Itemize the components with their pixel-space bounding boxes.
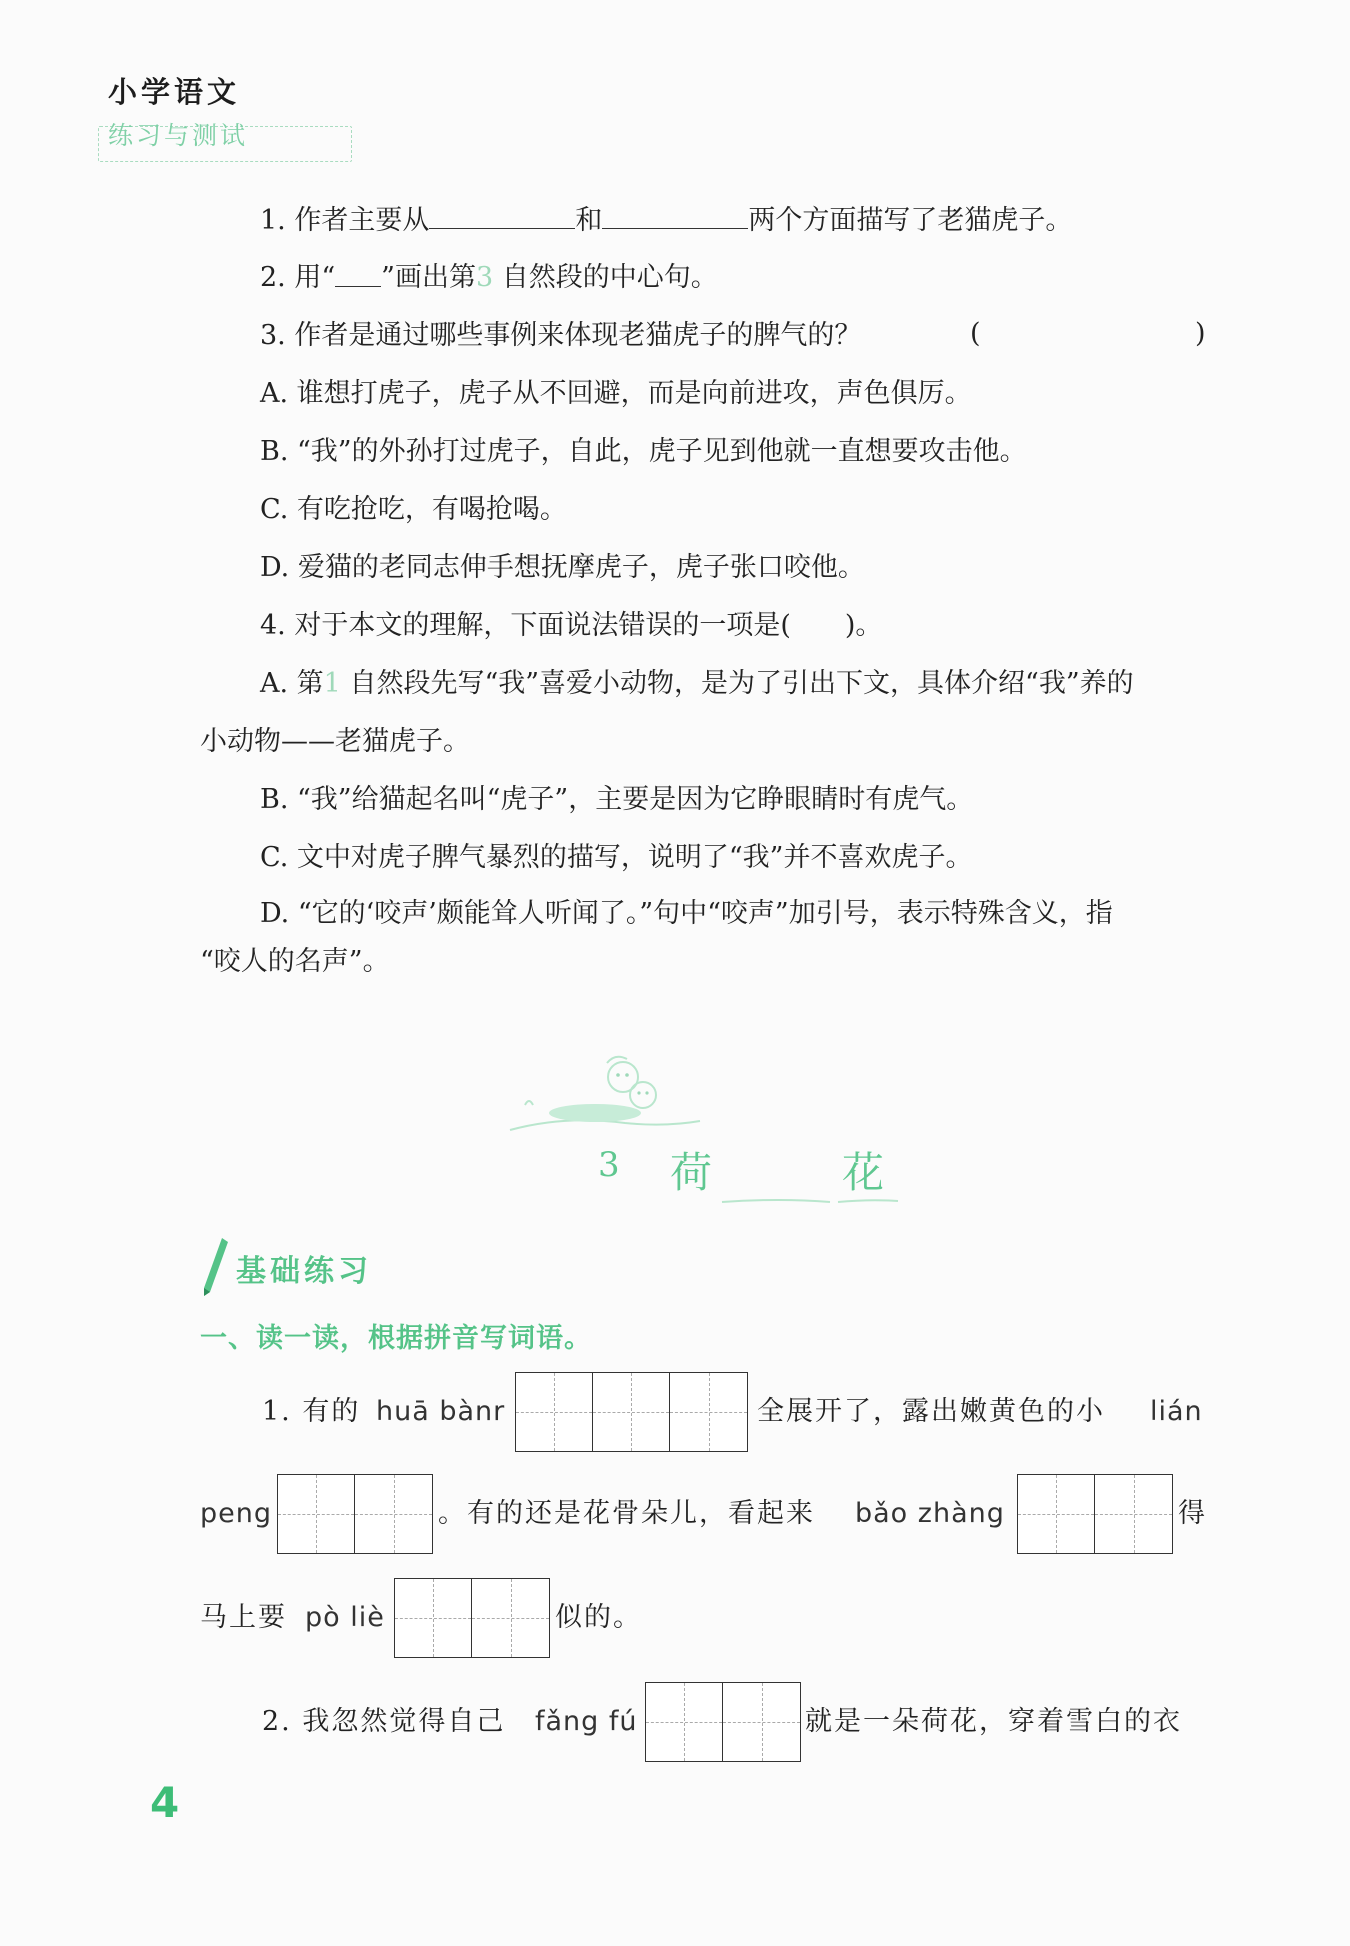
exercise-line-1-suffix: 全展开了，露出嫩黄色的小 xyxy=(757,1396,1105,1427)
pencil-icon xyxy=(198,1236,232,1298)
pinyin-peng: peng xyxy=(200,1498,273,1529)
title-underline xyxy=(720,1196,900,1206)
q3-option-d: D. 爱猫的老同志伸手想抚摩虎子，虎子张口咬他。 xyxy=(260,552,865,583)
question-3: 3. 作者是通过哪些事例来体现老猫虎子的脾气的？ xyxy=(260,320,862,351)
exercise-line-1-prefix: 1. 有的 xyxy=(262,1396,361,1427)
exercise-line-3-suffix: 似的。 xyxy=(555,1602,642,1633)
grid-cell[interactable] xyxy=(1018,1475,1095,1553)
exercise-line-2-suffix: 得 xyxy=(1178,1498,1207,1529)
q4-option-a-prefix: A. 第 xyxy=(260,668,324,699)
answer-paren-open[interactable]: ( xyxy=(970,318,981,349)
q4-paragraph-number: 1 xyxy=(323,668,341,699)
q4-option-d: D. “它的‘咬声’颇能耸人听闻了。”句中“咬声”加引号，表示特殊含义，指 xyxy=(260,898,1113,929)
lesson-title: 荷 花 xyxy=(670,1148,929,1197)
question-2 xyxy=(260,258,718,298)
writing-grid-baozhang[interactable] xyxy=(1017,1474,1173,1554)
grid-cell[interactable] xyxy=(355,1475,432,1553)
page-number: 4 xyxy=(150,1778,180,1827)
pinyin-baozhang: bǎo zhàng xyxy=(855,1498,1005,1529)
underline-marker xyxy=(335,270,381,287)
paragraph-number: 3 xyxy=(475,262,494,293)
lesson-number: 3 xyxy=(598,1145,620,1185)
grid-cell[interactable] xyxy=(516,1373,593,1451)
grid-cell[interactable] xyxy=(278,1475,355,1553)
grid-cell[interactable] xyxy=(646,1683,723,1761)
question-2-suffix: 自然段的中心句。 xyxy=(501,262,718,293)
question-1-suffix: 两个方面描写了老猫虎子。 xyxy=(748,205,1073,236)
q3-option-c: C. 有吃抢吃，有喝抢喝。 xyxy=(260,494,567,525)
exercise-line-2-mid: 。有的还是花骨朵儿，看起来 xyxy=(438,1498,815,1529)
q3-option-a: A. 谁想打虎子，虎子从不回避，而是向前进攻，声色俱厉。 xyxy=(260,378,972,409)
basic-practice-title: 基础练习 xyxy=(236,1254,372,1289)
q4-option-c: C. 文中对虎子脾气暴烈的描写，说明了“我”并不喜欢虎子。 xyxy=(260,842,973,873)
q4-option-a-text: 自然段先写“我”喜爱小动物，是为了引出下文，具体介绍“我”养的 xyxy=(349,668,1134,699)
q4-option-b: B. “我”给猫起名叫“虎子”，主要是因为它睁眼睛时有虎气。 xyxy=(260,784,974,815)
writing-grid-fangfu[interactable] xyxy=(645,1682,801,1762)
answer-blank-1[interactable] xyxy=(429,200,575,229)
q4-option-a-cont: 小动物——老猫虎子。 xyxy=(200,726,470,757)
exercise-line-3-prefix: 马上要 xyxy=(200,1602,287,1633)
pinyin-fangfu: fǎng fú xyxy=(535,1706,638,1737)
answer-blank-2[interactable] xyxy=(602,200,748,229)
question-1-mid: 和 xyxy=(575,205,603,236)
grid-cell[interactable] xyxy=(593,1373,670,1451)
question-1-prefix: 1. 作者主要从 xyxy=(260,205,430,236)
grid-cell[interactable] xyxy=(1095,1475,1172,1553)
writing-grid-lianpeng[interactable] xyxy=(277,1474,433,1554)
q3-option-b: B. “我”的外孙打过虎子，自此，虎子见到他就一直想要攻击他。 xyxy=(260,436,1027,467)
book-subtitle: 练习与测试 xyxy=(108,121,249,150)
grid-cell[interactable] xyxy=(723,1683,800,1761)
pinyin-huaban: huā bànr xyxy=(376,1396,506,1427)
q4-option-a xyxy=(260,664,1134,704)
exercise-line-4-prefix: 2. 我忽然觉得自己 xyxy=(262,1706,506,1737)
writing-grid-polie[interactable] xyxy=(394,1578,550,1658)
pinyin-lian: lián xyxy=(1150,1396,1203,1427)
children-illustration xyxy=(505,1045,705,1135)
q4-option-d-cont: “咬人的名声”。 xyxy=(200,946,390,977)
exercise-heading: 一、读一读，根据拼音写词语。 xyxy=(200,1323,592,1354)
question-4: 4. 对于本文的理解，下面说法错误的一项是( )。 xyxy=(260,610,883,641)
grid-cell[interactable] xyxy=(472,1579,549,1657)
grid-cell[interactable] xyxy=(395,1579,472,1657)
writing-grid-huaban[interactable] xyxy=(515,1372,748,1452)
question-2-mid: ”画出第 xyxy=(381,262,476,293)
answer-paren-close[interactable]: ) xyxy=(1195,318,1206,349)
question-1 xyxy=(260,200,1072,241)
pinyin-polie: pò liè xyxy=(305,1602,385,1633)
exercise-line-4-suffix: 就是一朵荷花，穿着雪白的衣 xyxy=(805,1706,1182,1737)
book-title: 小学语文 xyxy=(108,75,241,109)
grid-cell[interactable] xyxy=(670,1373,747,1451)
question-2-prefix: 2. 用“ xyxy=(260,262,336,293)
